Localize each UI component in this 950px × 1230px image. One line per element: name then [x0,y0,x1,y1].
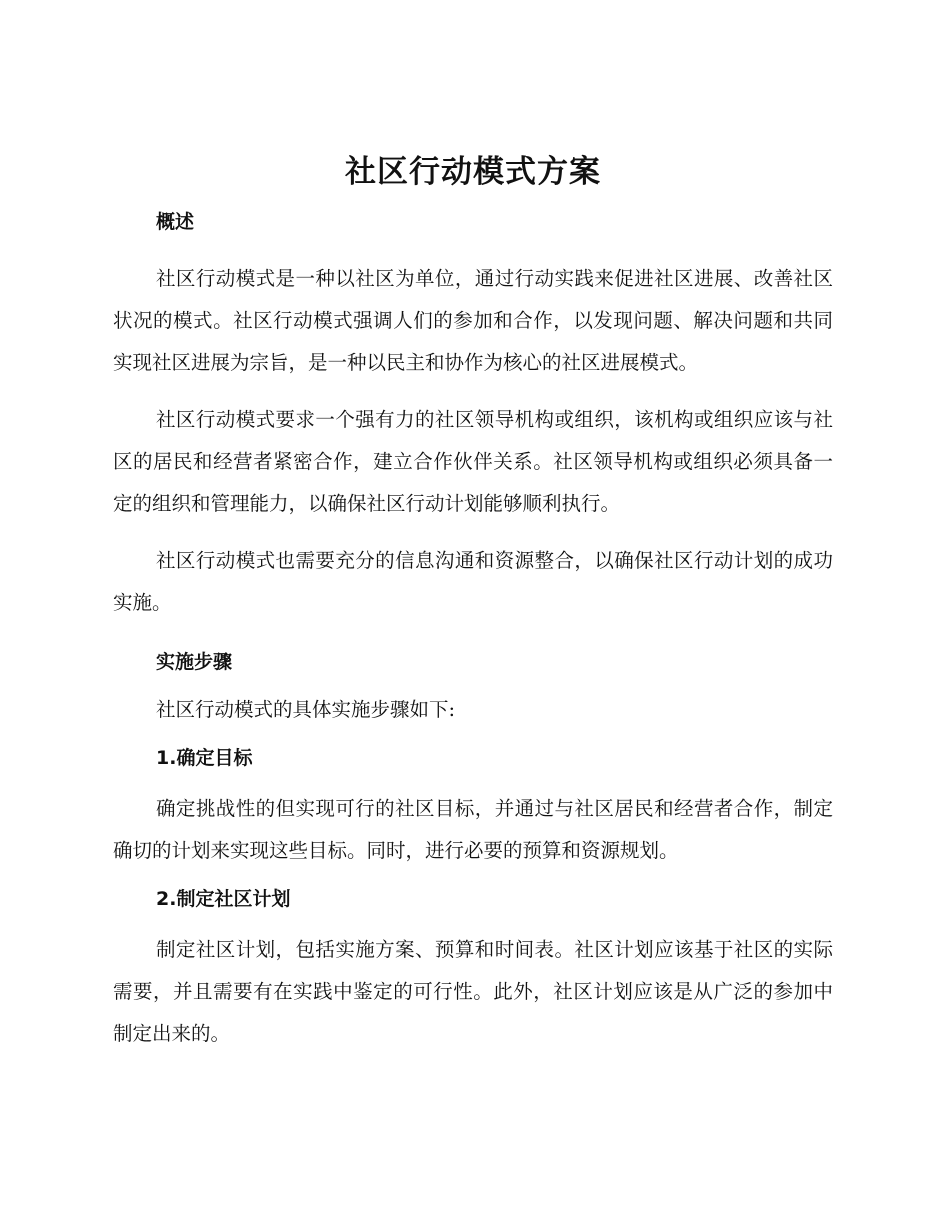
steps-intro: 社区行动模式的具体实施步骤如下: [156,698,456,721]
overview-paragraph-3: 社区行动模式也需要充分的信息沟通和资源整合，以确保社区行动计划的成功实施。 [113,549,833,614]
step-heading-2: 2.制定社区计划 [156,888,291,910]
document-title: 社区行动模式方案 [345,154,601,190]
step-paragraph-1: 确定挑战性的但实现可行的社区目标，并通过与社区居民和经营者合作，制定确切的计划来实现这些目标。同时，进行必要的预算和资源规划。 [113,797,833,862]
overview-paragraph-2: 社区行动模式要求一个强有力的社区领导机构或组织，该机构或组织应该与社区的居民和经营者紧密合作，建立合作伙伴关系。社区领导机构或组织必须具备一定的组织和管理能力，以确保社区行动计划能够顺利执行。 [113,408,833,515]
document-page [113,148,833,1070]
step-paragraph-2: 制定社区计划，包括实施方案、预算和时间表。社区计划应该基于社区的实际需要，并且需要有在实践中鉴定的可行性。此外，社区计划应该是从广泛的参加中制定出来的。 [113,938,833,1045]
section-heading-steps: 实施步骤 [156,651,233,673]
overview-paragraph-1: 社区行动模式是一种以社区为单位，通过行动实践来促进社区进展、改善社区状况的模式。社区行动模式强调人们的参加和合作，以发现问题、解决问题和共同实现社区进展为宗旨，是一种以民主和协作为核心的社区进展模式。 [113,267,833,374]
section-heading-overview: 概述 [156,211,195,233]
step-heading-1: 1.确定目标 [156,747,253,769]
